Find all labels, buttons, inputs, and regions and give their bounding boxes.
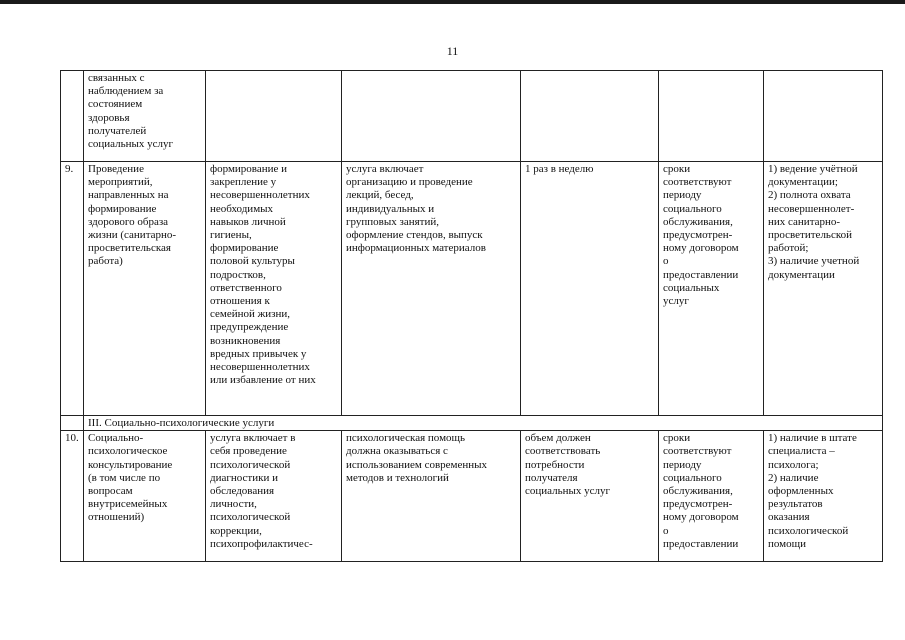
text-line: навыков личной bbox=[210, 215, 286, 228]
cell-conditions bbox=[342, 431, 521, 562]
text-line: соответствуют bbox=[663, 445, 732, 458]
text-line: мероприятий, bbox=[88, 176, 153, 189]
text-line: 2) полнота охвата bbox=[768, 189, 851, 202]
text-line: групповых занятий, bbox=[346, 215, 439, 228]
text-line: формирование bbox=[88, 202, 157, 215]
table-row-9 bbox=[61, 162, 883, 416]
text-line: использованием современных bbox=[346, 458, 488, 471]
text-line: формирование и bbox=[210, 163, 288, 175]
cell-content bbox=[206, 71, 342, 162]
text-line: социальных bbox=[663, 281, 720, 294]
text-line: работа) bbox=[88, 255, 123, 268]
text-line: документации; bbox=[768, 176, 838, 189]
cell-num bbox=[61, 416, 84, 431]
text-line: 3) наличие учетной bbox=[768, 255, 860, 268]
text-line: жизни (санитарно- bbox=[88, 229, 177, 242]
text-line: обслуживания, bbox=[663, 215, 733, 228]
text-line: подростков, bbox=[210, 268, 266, 281]
text-line: сроки bbox=[663, 163, 691, 175]
text-line: организацию и проведение bbox=[346, 176, 473, 189]
text-line: должна оказываться с bbox=[346, 445, 448, 458]
text-line: оформление стендов, выпуск bbox=[346, 229, 483, 242]
text-line: ответственного bbox=[210, 281, 282, 294]
text-line: вредных привычек у bbox=[210, 347, 307, 360]
text-line: соответствуют bbox=[663, 176, 732, 189]
text-line: работой; bbox=[768, 242, 809, 255]
text-line: ному договором bbox=[663, 511, 739, 524]
text-line: соответствовать bbox=[525, 445, 601, 458]
text-line: состоянием bbox=[88, 98, 143, 111]
text-line: возникновения bbox=[210, 334, 281, 347]
text-line: индивидуальных и bbox=[346, 202, 435, 215]
text-line: необходимых bbox=[210, 202, 274, 215]
section-title: III. Социально-психологические услуги bbox=[84, 416, 883, 431]
text-line: отношения к bbox=[210, 295, 270, 308]
text-line: семейной жизни, bbox=[210, 308, 291, 321]
scan-top-edge bbox=[0, 0, 905, 4]
text-line: получателя bbox=[525, 471, 578, 484]
text-line: несовершеннолет- bbox=[768, 202, 855, 215]
text-line: гигиены, bbox=[210, 229, 252, 242]
text-line: личности, bbox=[210, 498, 257, 511]
cell-volume bbox=[521, 162, 659, 416]
cell-content bbox=[206, 162, 342, 416]
text-line: социального bbox=[663, 202, 722, 215]
text-line: Социально- bbox=[88, 432, 144, 445]
text-line: (в том числе по bbox=[88, 471, 161, 484]
text-line: обследования bbox=[210, 485, 275, 498]
cell-name bbox=[84, 162, 206, 416]
table-row-10 bbox=[61, 431, 883, 562]
cell-terms bbox=[659, 162, 764, 416]
text-line: психолога; bbox=[768, 458, 819, 471]
cell-num: 9. bbox=[61, 162, 84, 416]
text-line: предоставлении bbox=[663, 537, 739, 550]
text-line: или избавление от них bbox=[210, 374, 316, 387]
text-line: услуга включает bbox=[346, 163, 424, 175]
text-line: психологическая помощь bbox=[346, 432, 466, 445]
text-line: социального bbox=[663, 471, 722, 484]
text-line: психологической bbox=[768, 524, 849, 537]
cell-content bbox=[206, 431, 342, 562]
text-line: получателей bbox=[88, 124, 147, 137]
table-row-continuation bbox=[61, 71, 883, 162]
text-line: закрепление у bbox=[210, 176, 277, 189]
text-line: объем должен bbox=[525, 432, 591, 445]
text-line: социальных услуг bbox=[525, 485, 611, 498]
text-line: наблюдением за bbox=[88, 85, 164, 98]
text-line: о bbox=[663, 524, 669, 537]
cell-volume bbox=[521, 71, 659, 162]
text-line: внутрисемейных bbox=[88, 498, 168, 511]
text-line: документации bbox=[768, 268, 835, 281]
text-line: Проведение bbox=[88, 163, 144, 175]
text-line: половой культуры bbox=[210, 255, 295, 268]
text-line: просветительской bbox=[768, 229, 852, 242]
text-line: связанных с bbox=[88, 72, 145, 84]
text-line: предоставлении bbox=[663, 268, 739, 281]
text-line: предусмотрен- bbox=[663, 229, 733, 242]
cell-name bbox=[84, 431, 206, 562]
text-line: предупреждение bbox=[210, 321, 289, 334]
text-line: себя проведение bbox=[210, 445, 287, 458]
text-line: лекций, бесед, bbox=[346, 189, 414, 202]
text-line: формирование bbox=[210, 242, 279, 255]
text-line: оказания bbox=[768, 511, 810, 524]
text-line: психологической bbox=[210, 458, 291, 471]
services-table bbox=[60, 70, 883, 562]
text-line: здоровья bbox=[88, 111, 130, 124]
text-line: оформленных bbox=[768, 485, 834, 498]
cell-quality bbox=[764, 71, 883, 162]
text-line: услуг bbox=[663, 295, 689, 308]
text-line: них санитарно- bbox=[768, 215, 841, 228]
text-line: методов и технологий bbox=[346, 471, 449, 484]
cell-quality bbox=[764, 431, 883, 562]
text-line: сроки bbox=[663, 432, 691, 445]
text-line: услуга включает в bbox=[210, 432, 296, 445]
text-line: направленных на bbox=[88, 189, 169, 202]
text-line: несовершеннолетних bbox=[210, 189, 310, 202]
text-line: психологической bbox=[210, 511, 291, 524]
text-line: ному договором bbox=[663, 242, 739, 255]
cell-name bbox=[84, 71, 206, 162]
cell-quality bbox=[764, 162, 883, 416]
text-line: психопрофилактичес- bbox=[210, 537, 313, 550]
text-line: предусмотрен- bbox=[663, 498, 733, 511]
cell-terms bbox=[659, 71, 764, 162]
text-line: отношений) bbox=[88, 511, 145, 524]
cell-volume bbox=[521, 431, 659, 562]
section-header-row bbox=[61, 416, 883, 431]
text-line: социальных услуг bbox=[88, 138, 174, 151]
text-line: несовершеннолетних bbox=[210, 361, 310, 374]
text-line: коррекции, bbox=[210, 524, 262, 537]
text-line: о bbox=[663, 255, 669, 268]
cell-conditions bbox=[342, 162, 521, 416]
text-line: вопросам bbox=[88, 485, 133, 498]
text-line: консультирование bbox=[88, 458, 173, 471]
text-line: потребности bbox=[525, 458, 585, 471]
text-line: 2) наличие bbox=[768, 471, 819, 484]
text-line: психологическое bbox=[88, 445, 168, 458]
text-line: обслуживания, bbox=[663, 485, 733, 498]
text-line: 1) ведение учётной bbox=[768, 163, 858, 175]
cell-num: 10. bbox=[61, 431, 84, 562]
text-line: здорового образа bbox=[88, 215, 169, 228]
text-line: диагностики и bbox=[210, 471, 278, 484]
cell-terms bbox=[659, 431, 764, 562]
page-number: 11 bbox=[446, 44, 459, 58]
text-line: периоду bbox=[663, 458, 702, 471]
text-line: помощи bbox=[768, 537, 806, 550]
cell-num bbox=[61, 71, 84, 162]
text-line: 1) наличие в штате bbox=[768, 432, 857, 445]
text-line: 1 раз в неделю bbox=[525, 163, 594, 175]
text-line: периоду bbox=[663, 189, 702, 202]
text-line: информационных материалов bbox=[346, 242, 486, 255]
text-line: результатов bbox=[768, 498, 823, 511]
text-line: просветительская bbox=[88, 242, 171, 255]
text-line: специалиста – bbox=[768, 445, 835, 458]
cell-conditions bbox=[342, 71, 521, 162]
